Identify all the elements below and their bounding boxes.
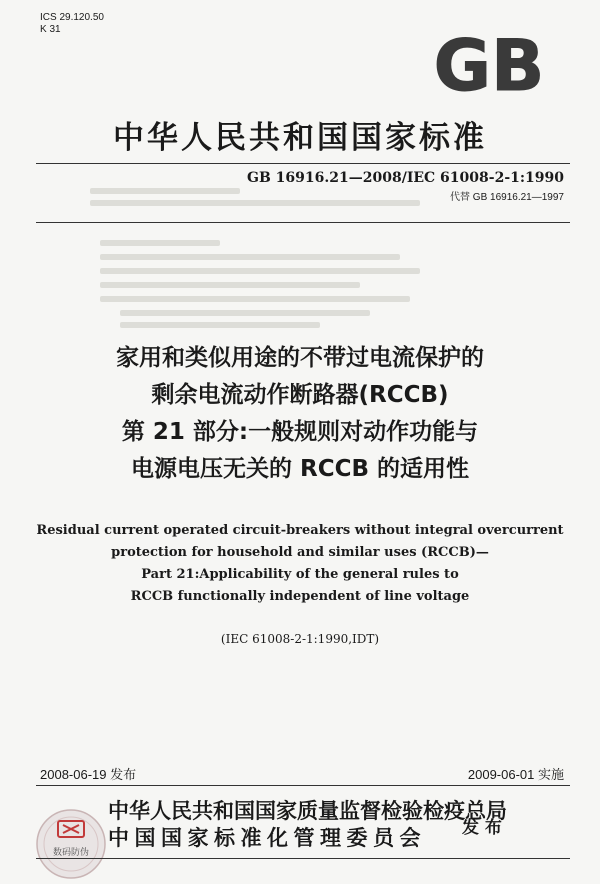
chinese-title-line: 剩余电流动作断路器(RCCB) [151,382,449,408]
replaces-note: 代替 GB 16916.21—1997 [450,192,564,203]
issuer-line: 中国国家标准化管理委员会 [108,826,426,850]
chinese-title [0,340,600,488]
divider-dates [36,785,570,786]
equivalence-note: (IEC 61008-2-1:1990,IDT) [220,632,380,646]
standard-type-heading: 中华人民共和国国家标准 [113,120,487,156]
gb-logo-text: GB [433,28,545,100]
english-title-line: protection for household and similar uses (RCCB)— [111,545,489,560]
ics-code: ICS 29.120.50 [40,12,104,23]
divider-top [36,163,570,164]
issuing-authorities [108,798,507,852]
class-code: K 31 [40,24,61,35]
english-title-line: Residual current operated circuit-breakers without integral overcurrent [36,523,564,538]
release-label: 发 布 [462,818,502,838]
chinese-title-line: 第 21 部分:一般规则对动作功能与 [121,419,479,445]
english-title-line: Part 21:Applicability of the general rules to [141,567,459,582]
standard-number: GB 16916.21—2008/IEC 61008-2-1:1990 [247,170,564,186]
issue-date: 2008-06-19 发布 [40,767,137,782]
classification-codes [40,12,104,36]
english-title [0,520,600,608]
chinese-title-line: 电源电压无关的 RCCB 的适用性 [130,456,469,482]
anti-counterfeit-seal [34,807,108,881]
divider-under-number [36,222,570,223]
chinese-title-line: 家用和类似用途的不带过电流保护的 [116,345,484,371]
issuer-line: 中华人民共和国国家质量监督检验检疫总局 [108,799,507,823]
english-title-line: RCCB functionally independent of line voltage [130,589,470,604]
seal-text: 数码防伪 [52,848,90,858]
gb-logo [426,28,552,100]
divider-bottom [36,858,570,859]
effective-date: 2009-06-01 实施 [467,767,564,782]
